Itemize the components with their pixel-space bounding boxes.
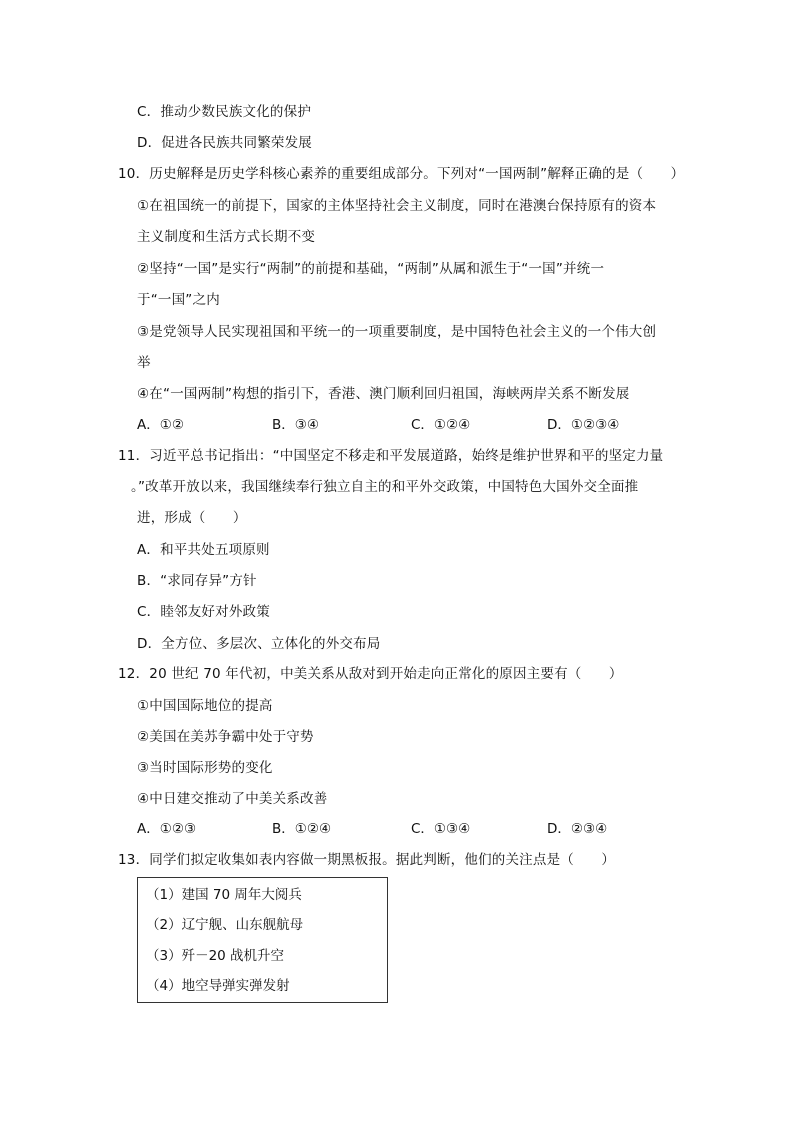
q10-item-3-line-1: ③是党领导人民实现祖国和平统一的一项重要制度，是中国特色社会主义的一个伟大创 [137,324,657,340]
q10-item-2-line-1: ②坚持“一国”是实行“两制”的前提和基础，“两制”从属和派生于“一国”并统一 [137,261,605,277]
q10-option-b: B．③④ [272,417,319,433]
q10-stem: 10．历史解释是历史学科核心素养的重要组成部分。下列对“一国两制”解释正确的是（ ） [118,166,685,182]
q12-option-d: D．②③④ [547,821,608,837]
q10-item-4: ④在“一国两制”构想的指引下，香港、澳门顺利回归祖国，海峡两岸关系不断发展 [137,386,630,402]
q11-option-c: C．睦邻友好对外政策 [137,604,270,620]
q12-stem: 12．20 世纪 70 年代初，中美关系从敌对到开始走向正常化的原因主要有（ ） [118,666,623,682]
q12-options [137,819,697,839]
q10-item-1-line-1: ①在祖国统一的前提下，国家的主体坚持社会主义制度，同时在港澳台保持原有的资本 [137,198,657,214]
q12-option-b: B．①②④ [272,821,332,837]
q9-option-c: C．推动少数民族文化的保护 [137,104,312,120]
q10-item-3-line-2: 举 [137,355,151,371]
q11-option-a: A．和平共处五项原则 [137,542,270,558]
q10-option-a: A．①② [137,417,184,433]
q11-stem-line-1: 11．习近平总书记指出：“中国坚定不移走和平发展道路，始终是维护世界和平的坚定力量 [118,448,664,464]
q12-option-c: C．①③④ [411,821,471,837]
q11-stem-line-2: 。”改革开放以来，我国继续奉行独立自主的和平外交政策，中国特色大国外交全面推 [131,479,639,495]
q13-table [137,877,388,1003]
q10-option-d: D．①②③④ [547,417,620,433]
q12-item-4: ④中日建交推动了中美关系改善 [137,791,328,807]
q10-item-2-line-2: 于“一国”之内 [137,292,220,308]
q10-item-1-line-2: 主义制度和生活方式长期不变 [137,229,316,245]
q11-stem-line-3: 进，形成（ ） [137,510,247,526]
q11-option-d: D．全方位、多层次、立体化的外交布局 [137,636,381,652]
q13-table-row-3: （3）歼－20 战机升空 [146,948,285,964]
q13-table-row-1: （1）建国 70 周年大阅兵 [146,887,302,903]
q11-option-b: B．“求同存异”方针 [137,573,257,589]
q12-item-2: ②美国在美苏争霸中处于守势 [137,729,314,745]
q12-item-1: ①中国国际地位的提高 [137,698,273,714]
q10-options [137,415,697,435]
q12-item-3: ③当时国际形势的变化 [137,760,273,776]
q13-table-row-2: （2）辽宁舰、山东舰航母 [146,917,304,933]
q12-option-a: A．①②③ [137,821,197,837]
q13-table-row-4: （4）地空导弹实弹发射 [146,978,290,994]
q9-option-d: D．促进各民族共同繁荣发展 [137,135,312,151]
q10-option-c: C．①②④ [411,417,471,433]
q13-stem: 13．同学们拟定收集如表内容做一期黑板报。据此判断，他们的关注点是（ ） [118,852,616,868]
